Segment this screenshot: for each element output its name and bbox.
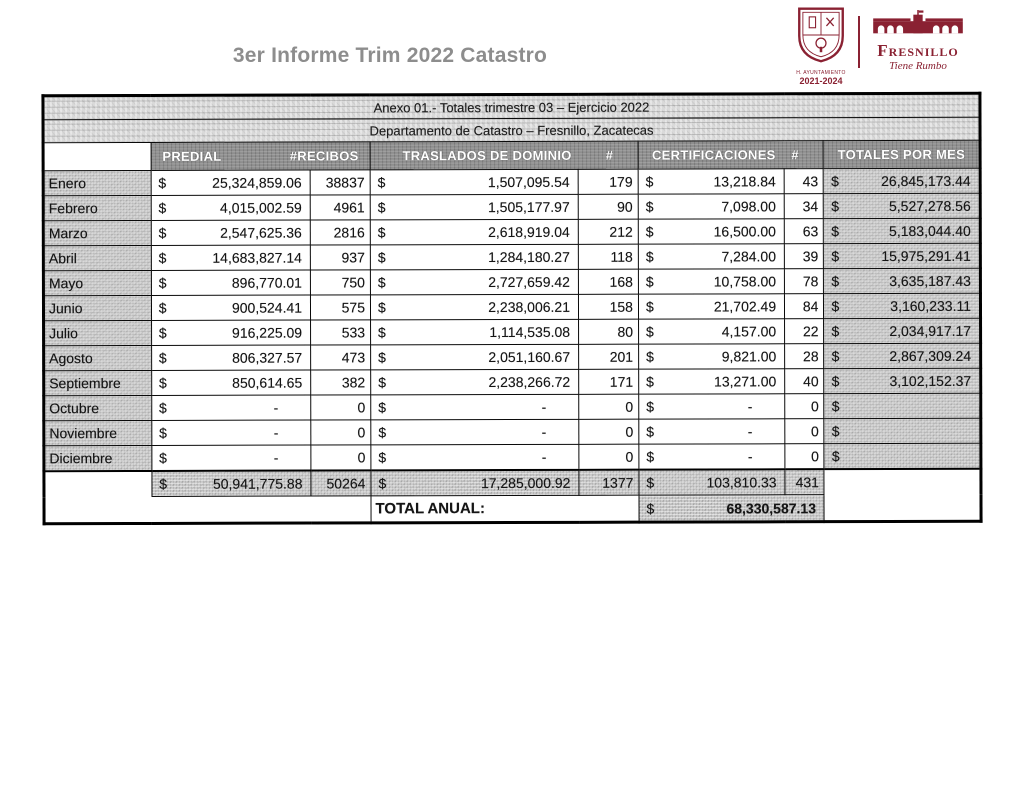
amount-value: 4,157.00 xyxy=(721,323,777,340)
currency-symbol: $ xyxy=(831,273,840,290)
certificaciones-amount xyxy=(638,194,784,219)
currency-symbol: $ xyxy=(378,399,387,416)
table-title-row-1 xyxy=(43,93,980,119)
recibos-header-label: #RECIBOS xyxy=(289,148,359,164)
currency-symbol: $ xyxy=(158,324,167,341)
traslados-amount xyxy=(370,294,578,320)
month-label: Agosto xyxy=(44,345,152,370)
month-row xyxy=(44,318,981,345)
currency-symbol: $ xyxy=(159,449,167,466)
monthly-total-amount xyxy=(824,218,981,243)
predial-amount xyxy=(151,220,310,245)
currency-symbol: $ xyxy=(158,374,167,391)
amount-value: 3,102,152.37 xyxy=(889,372,972,390)
table-title-row-2 xyxy=(43,117,980,142)
currency-symbol: $ xyxy=(158,274,167,291)
amount-value: 25,324,859.06 xyxy=(212,174,302,191)
certificaciones-count: 22 xyxy=(785,319,824,344)
predial-amount xyxy=(151,320,310,345)
currency-symbol: $ xyxy=(646,398,655,415)
monthly-total-amount xyxy=(824,343,981,368)
certificaciones-amount xyxy=(639,394,785,419)
monthly-total-amount xyxy=(824,243,981,268)
predial-amount xyxy=(151,295,310,320)
amount-value: - xyxy=(541,398,547,415)
table-title-line1: Anexo 01.- Totales trimestre 03 – Ejercicio 2022 xyxy=(43,93,980,119)
monthly-total-amount xyxy=(824,168,981,193)
month-row xyxy=(43,268,980,295)
amount-value: 13,271.00 xyxy=(713,373,777,390)
predial-amount xyxy=(152,445,311,471)
monthly-total-amount xyxy=(824,293,981,318)
currency-symbol: $ xyxy=(645,248,654,265)
month-row xyxy=(44,418,981,445)
currency-symbol: $ xyxy=(831,398,840,415)
predial-amount xyxy=(151,270,310,295)
currency-symbol: $ xyxy=(831,248,840,265)
traslados-count: 80 xyxy=(579,319,639,344)
amount-value: - xyxy=(541,423,547,440)
month-label: Mayo xyxy=(43,270,151,295)
certificaciones-count-header-label: # xyxy=(791,147,799,163)
month-label: Junio xyxy=(43,295,151,320)
amount-value: 68,330,587.13 xyxy=(726,499,817,516)
monthly-total-amount xyxy=(824,418,981,443)
traslados-count: 0 xyxy=(579,394,639,419)
monthly-total-amount xyxy=(824,393,981,418)
month-row xyxy=(44,443,981,471)
certificaciones-count: 84 xyxy=(785,294,824,319)
amount-value: 850,614.65 xyxy=(232,374,303,391)
amount-value: 1,505,177.97 xyxy=(487,198,570,216)
month-label: Febrero xyxy=(43,195,151,220)
traslados-amount xyxy=(371,344,579,370)
amount-value: 15,975,291.41 xyxy=(881,247,971,265)
currency-symbol: $ xyxy=(377,224,386,241)
currency-symbol: $ xyxy=(158,249,167,266)
month-row xyxy=(44,393,981,420)
amount-value: 806,327.57 xyxy=(232,349,303,366)
traslados-count: 212 xyxy=(578,219,638,244)
amount-value: 2,727,659.42 xyxy=(488,273,570,291)
traslados-amount xyxy=(370,244,578,270)
recibos-count: 2816 xyxy=(310,220,370,245)
currency-symbol: $ xyxy=(646,448,655,465)
month-row xyxy=(43,243,980,270)
amount-value: - xyxy=(273,399,279,416)
traslados-count: 168 xyxy=(578,269,638,294)
report-title: 3er Informe Trim 2022 Catastro xyxy=(232,44,548,67)
monthly-total-amount xyxy=(824,193,981,218)
municipal-logos xyxy=(790,6,970,86)
recibos-count: 575 xyxy=(310,295,370,320)
traslados-count: 158 xyxy=(578,294,638,319)
certificaciones-count: 78 xyxy=(785,269,824,294)
table-title-line2: Departamento de Catastro – Fresnillo, Zacatecas xyxy=(43,117,980,142)
monthly-total-amount xyxy=(824,318,981,343)
certificaciones-amount xyxy=(638,269,784,294)
currency-symbol: $ xyxy=(158,299,167,316)
traslados-amount xyxy=(371,394,579,420)
certificaciones-count: 0 xyxy=(785,419,824,444)
traslados-amount xyxy=(370,269,578,295)
traslados-amount xyxy=(370,169,578,195)
currency-symbol: $ xyxy=(378,449,387,466)
currency-symbol: $ xyxy=(831,348,840,365)
month-label: Marzo xyxy=(43,220,151,245)
totals-row-spacer xyxy=(824,469,981,495)
annual-total-label: TOTAL ANUAL: xyxy=(371,495,639,523)
currency-symbol: $ xyxy=(377,199,386,216)
monthly-total-amount xyxy=(824,368,981,393)
month-label: Noviembre xyxy=(44,420,152,445)
currency-symbol: $ xyxy=(378,324,386,341)
currency-symbol: $ xyxy=(378,424,387,441)
currency-symbol: $ xyxy=(831,223,840,240)
recibos-total: 50264 xyxy=(311,470,371,496)
certificaciones-amount xyxy=(639,444,785,470)
totales-header-label: TOTALES POR MES xyxy=(824,140,981,168)
certificaciones-count: 34 xyxy=(784,194,823,219)
currency-symbol: $ xyxy=(377,274,386,291)
month-label: Octubre xyxy=(44,395,152,420)
currency-symbol: $ xyxy=(378,475,387,492)
amount-value: 916,225.09 xyxy=(231,324,303,341)
recibos-count: 750 xyxy=(310,270,370,295)
traslados-amount xyxy=(370,194,578,220)
recibos-count: 0 xyxy=(311,420,371,445)
predial-amount xyxy=(152,420,311,445)
traslados-total xyxy=(371,470,579,496)
amount-value: 2,238,006.21 xyxy=(488,298,571,316)
month-row xyxy=(43,293,980,320)
amount-value: - xyxy=(273,424,279,441)
amount-value: - xyxy=(747,448,753,465)
currency-symbol: $ xyxy=(158,174,167,191)
traslados-header xyxy=(370,141,638,170)
amount-value: 5,527,278.56 xyxy=(888,197,971,215)
annual-total-amount xyxy=(639,495,825,522)
month-row xyxy=(43,218,980,245)
certificaciones-amount xyxy=(638,244,784,269)
month-label: Diciembre xyxy=(44,445,152,471)
certificaciones-amount xyxy=(638,169,784,194)
certificaciones-header-label: CERTIFICACIONES xyxy=(651,147,776,163)
predial-amount xyxy=(151,195,310,220)
traslados-count: 90 xyxy=(578,194,638,219)
currency-symbol: $ xyxy=(645,323,654,340)
currency-symbol: $ xyxy=(646,423,655,440)
traslados-amount xyxy=(370,219,578,245)
recibos-count: 0 xyxy=(311,445,371,471)
amount-value: 10,758.00 xyxy=(713,273,777,290)
certificaciones-amount xyxy=(638,319,784,344)
recibos-count: 382 xyxy=(311,370,371,395)
monthly-total-amount xyxy=(824,443,981,469)
certificaciones-count: 43 xyxy=(784,169,823,194)
currency-symbol: $ xyxy=(645,223,654,240)
certificaciones-count-total: 431 xyxy=(785,469,824,495)
amount-value: 2,618,919.04 xyxy=(488,223,570,241)
amount-value: - xyxy=(541,448,547,465)
traslados-count-header-label: # xyxy=(605,147,614,163)
certificaciones-count: 28 xyxy=(785,344,824,369)
column-header-row xyxy=(43,140,980,170)
summary-rows xyxy=(44,469,981,524)
currency-symbol: $ xyxy=(831,448,840,465)
currency-symbol: $ xyxy=(646,500,655,517)
currency-symbol: $ xyxy=(831,423,840,440)
quarterly-totals-table xyxy=(41,92,982,525)
amount-value: 14,683,827.14 xyxy=(212,249,302,266)
traslados-amount xyxy=(371,419,579,445)
amount-value: 2,051,160.67 xyxy=(488,348,571,366)
amount-value: 2,034,917.17 xyxy=(889,322,972,340)
currency-symbol: $ xyxy=(646,373,654,390)
monthly-total-amount xyxy=(824,268,981,293)
currency-symbol: $ xyxy=(645,273,654,290)
currency-symbol: $ xyxy=(645,198,654,215)
currency-symbol: $ xyxy=(377,299,386,316)
certificaciones-count: 0 xyxy=(785,394,824,419)
month-row xyxy=(43,168,980,195)
month-label: Enero xyxy=(43,170,151,195)
amount-value: 1,284,180.27 xyxy=(488,248,570,266)
amount-value: - xyxy=(747,423,753,440)
currency-symbol: $ xyxy=(159,424,167,441)
certificaciones-count: 39 xyxy=(784,244,823,269)
amount-value: 900,524.41 xyxy=(231,299,303,316)
coat-of-arms-logo xyxy=(790,6,852,86)
certificaciones-amount xyxy=(639,419,785,444)
traslados-count: 0 xyxy=(579,419,639,444)
traslados-count: 0 xyxy=(579,444,639,470)
month-row xyxy=(44,343,981,370)
predial-amount xyxy=(151,170,310,195)
amount-value: - xyxy=(273,449,279,466)
currency-symbol: $ xyxy=(831,323,840,340)
currency-symbol: $ xyxy=(377,249,386,266)
city-name: Fresnillo xyxy=(877,41,959,60)
currency-symbol: $ xyxy=(831,373,840,390)
month-label: Septiembre xyxy=(44,370,152,395)
month-label: Abril xyxy=(43,245,151,270)
currency-symbol: $ xyxy=(831,298,840,315)
certificaciones-count: 40 xyxy=(785,369,824,394)
predial-total xyxy=(152,471,311,497)
currency-symbol: $ xyxy=(158,224,167,241)
amount-value: 13,218.84 xyxy=(713,173,776,190)
amount-value: 3,160,233.11 xyxy=(890,297,972,315)
amount-value: 1,114,535.08 xyxy=(489,323,571,341)
currency-symbol: $ xyxy=(159,475,168,492)
traslados-header-label: TRASLADOS DE DOMINIO xyxy=(402,147,572,164)
traslados-amount xyxy=(371,444,579,470)
month-column-header xyxy=(43,142,151,170)
annual-total-row xyxy=(44,494,981,523)
recibos-count: 4961 xyxy=(310,195,370,220)
amount-value: 7,284.00 xyxy=(721,248,777,265)
traslados-count: 171 xyxy=(579,369,639,394)
currency-symbol: $ xyxy=(831,198,840,215)
fresnillo-logo xyxy=(866,6,970,72)
annual-row-spacer xyxy=(44,496,371,524)
certificaciones-amount xyxy=(639,369,785,394)
amount-value: 2,547,625.36 xyxy=(220,224,302,241)
month-row xyxy=(44,368,981,395)
currency-symbol: $ xyxy=(158,349,167,366)
traslados-amount xyxy=(371,319,579,345)
amount-value: 9,821.00 xyxy=(721,348,777,365)
amount-value: 3,635,187.43 xyxy=(889,272,971,290)
shield-years: 2021-2024 xyxy=(799,76,843,86)
certificaciones-count: 0 xyxy=(785,444,824,470)
amount-value: 7,098.00 xyxy=(721,198,776,215)
traslados-count-total: 1377 xyxy=(579,470,639,496)
currency-symbol: $ xyxy=(646,348,654,365)
currency-symbol: $ xyxy=(645,173,654,190)
monthly-rows xyxy=(43,168,981,471)
predial-amount xyxy=(151,370,310,395)
currency-symbol: $ xyxy=(378,349,386,366)
amount-value: 50,941,775.88 xyxy=(212,475,303,492)
currency-symbol: $ xyxy=(378,374,386,391)
recibos-count: 533 xyxy=(311,320,371,345)
amount-value: - xyxy=(747,398,753,415)
amount-value: 26,845,173.44 xyxy=(881,172,971,190)
currency-symbol: $ xyxy=(158,199,167,216)
table-head xyxy=(43,93,980,170)
month-row xyxy=(43,193,980,220)
amount-value: 896,770.01 xyxy=(231,274,302,291)
city-tagline: Tiene Rumbo xyxy=(889,60,947,72)
recibos-count: 0 xyxy=(311,395,371,420)
currency-symbol: $ xyxy=(646,474,655,491)
predial-recibos-header xyxy=(151,142,370,171)
certificaciones-amount xyxy=(639,344,785,369)
certificaciones-amount xyxy=(638,294,784,319)
recibos-count: 473 xyxy=(311,345,371,370)
annual-row-spacer xyxy=(824,494,981,521)
predial-amount xyxy=(151,395,310,420)
certificaciones-header xyxy=(638,141,824,169)
certificaciones-count: 63 xyxy=(784,219,823,244)
currency-symbol: $ xyxy=(645,298,654,315)
amount-value: 5,183,044.40 xyxy=(889,222,971,240)
totals-row xyxy=(44,469,981,497)
amount-value: 2,867,309.24 xyxy=(889,347,972,365)
predial-header-label: PREDIAL xyxy=(162,148,222,164)
amount-value: 103,810.33 xyxy=(706,474,777,491)
recibos-count: 937 xyxy=(310,245,370,270)
currency-symbol: $ xyxy=(377,174,386,191)
amount-value: 2,238,266.72 xyxy=(488,373,571,391)
amount-value: 4,015,002.59 xyxy=(219,199,302,216)
currency-symbol: $ xyxy=(158,399,167,416)
totals-row-spacer xyxy=(44,471,152,497)
traslados-count: 201 xyxy=(579,344,639,369)
monument-icon xyxy=(870,10,966,38)
month-label: Julio xyxy=(44,320,152,345)
amount-value: 21,702.49 xyxy=(713,298,777,315)
traslados-amount xyxy=(371,369,579,395)
logo-divider xyxy=(858,16,860,68)
shield-icon xyxy=(793,6,849,64)
traslados-count: 118 xyxy=(578,244,638,269)
amount-value: 17,285,000.92 xyxy=(480,474,571,492)
amount-value: 16,500.00 xyxy=(713,223,776,240)
recibos-count: 38837 xyxy=(310,170,370,195)
shield-caption: H. AYUNTAMIENTO xyxy=(796,70,846,76)
certificaciones-amount xyxy=(638,219,784,244)
currency-symbol: $ xyxy=(831,173,839,190)
traslados-count: 179 xyxy=(578,169,638,194)
predial-amount xyxy=(151,345,310,370)
certificaciones-total xyxy=(639,469,785,495)
predial-amount xyxy=(151,245,310,270)
amount-value: 1,507,095.54 xyxy=(487,173,570,191)
